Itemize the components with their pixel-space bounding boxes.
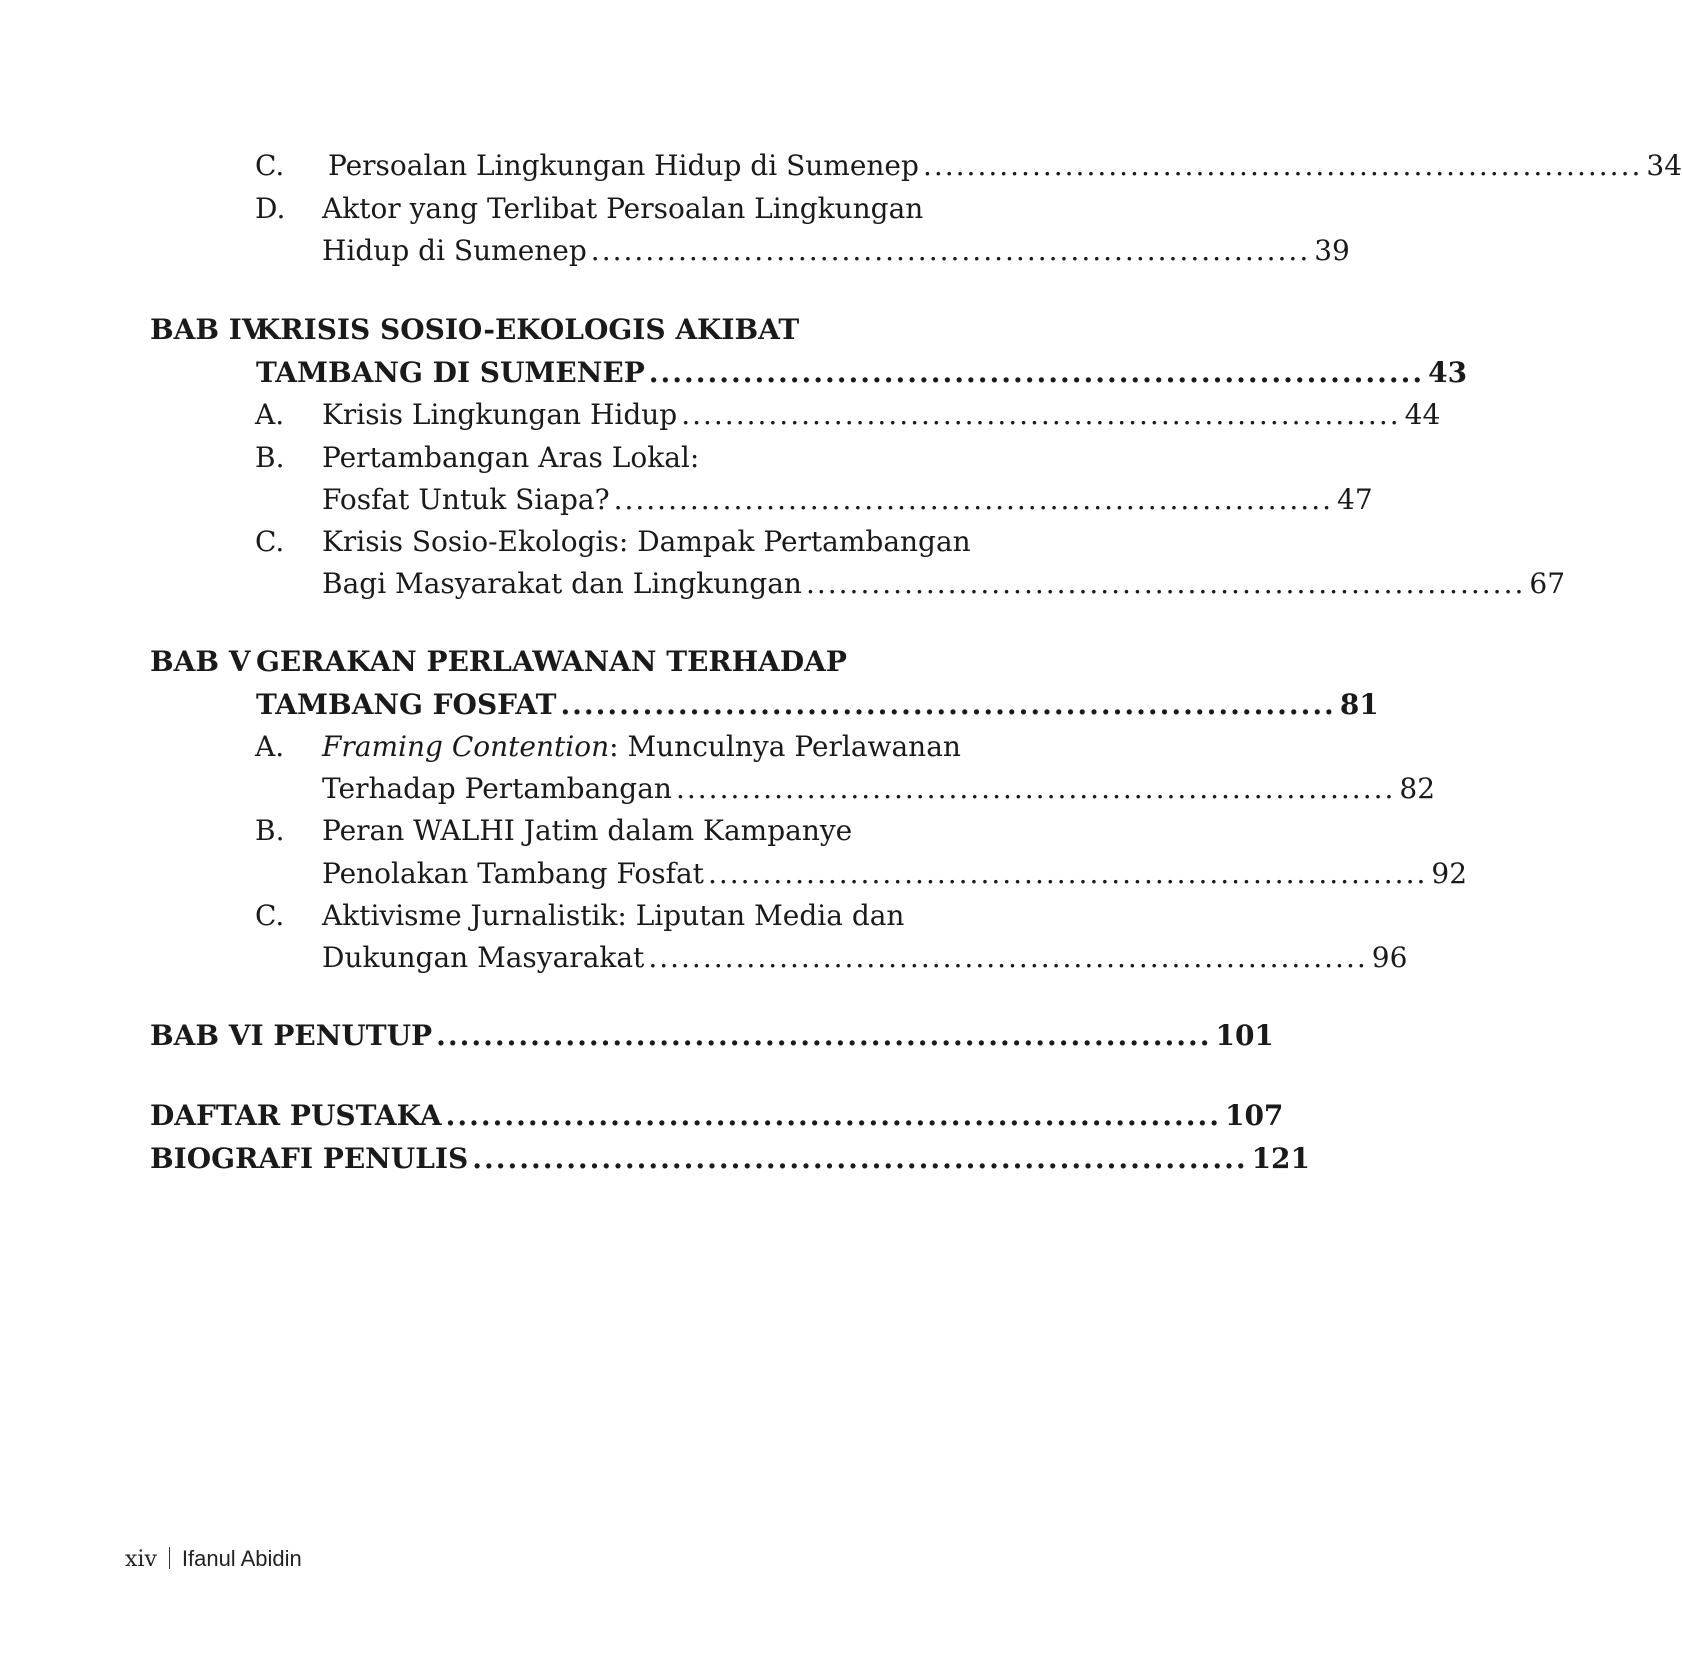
toc-entry-b-walhi[interactable] <box>0 809 1166 853</box>
toc-entry-title: Krisis Sosio-Ekologis: Dampak Pertambangan <box>322 525 971 558</box>
dot-leader: .................................................................. <box>707 857 1428 890</box>
toc-page-number: 44 <box>1404 398 1441 431</box>
dot-leader: .................................................................. <box>472 1142 1248 1175</box>
toc-chapter-bab-v[interactable] <box>0 640 1166 684</box>
toc-entry-b-pertambangan-cont[interactable] <box>0 478 1373 522</box>
toc-entry-title-rest: : Munculnya Perlawanan <box>609 730 961 763</box>
toc-entry-a-framing-cont[interactable] <box>0 767 1436 811</box>
toc-entry-label: D. <box>255 192 286 225</box>
toc-page-number: 43 <box>1428 356 1468 389</box>
toc-page-number: 47 <box>1337 483 1373 516</box>
dot-leader: .................................................................. <box>445 1099 1221 1132</box>
dot-leader: .................................................................. <box>805 567 1526 600</box>
toc-entry-label: C. <box>255 899 285 932</box>
toc-entry-title-cont: Penolakan Tambang Fosfat <box>322 857 704 890</box>
toc-page-number: 39 <box>1314 234 1350 267</box>
dot-leader: .................................................................. <box>648 941 1368 974</box>
toc-entry-title <box>322 725 961 769</box>
toc-entry-title: Krisis Lingkungan Hidup <box>322 398 678 431</box>
toc-chapter-title: BIOGRAFI PENULIS <box>150 1142 469 1175</box>
toc-entry-label: B. <box>255 441 285 474</box>
dot-leader: .................................................................. <box>648 356 1425 389</box>
footer-author: Ifanul Abidin <box>181 1546 302 1571</box>
toc-daftar-pustaka[interactable] <box>0 1094 1284 1138</box>
dot-leader: .................................................................. <box>922 149 1643 182</box>
toc-entry-title-cont: Hidup di Sumenep <box>322 234 587 267</box>
toc-chapter-label: BAB V <box>150 645 251 678</box>
dot-leader: .................................................................. <box>590 234 1311 267</box>
toc-chapter-bab-iv[interactable] <box>0 308 1166 352</box>
toc-chapter-bab-iv-cont[interactable] <box>0 351 1468 395</box>
toc-chapter-label: BAB IV <box>150 313 264 346</box>
toc-entry-a-framing[interactable] <box>0 725 1166 769</box>
toc-entry-label: A. <box>255 398 285 431</box>
dot-leader: .................................................................. <box>436 1019 1212 1052</box>
toc-chapter-bab-v-cont[interactable] <box>0 683 1379 727</box>
dot-leader: .................................................................. <box>613 483 1334 516</box>
toc-entry-c-persoalan[interactable] <box>0 144 1682 188</box>
toc-entry-title-italic: Framing Contention <box>322 730 610 763</box>
toc-page-number: 81 <box>1339 688 1379 721</box>
page-footer <box>125 1544 302 1574</box>
toc-entry-a-krisis[interactable] <box>0 393 1441 437</box>
footer-separator <box>169 1547 170 1569</box>
toc-entry-title: Aktivisme Jurnalistik: Liputan Media dan <box>322 899 905 932</box>
toc-entry-title: Aktor yang Terlibat Persoalan Lingkungan <box>322 192 924 225</box>
toc-entry-title: Pertambangan Aras Lokal: <box>322 441 700 474</box>
toc-page-number: 92 <box>1431 857 1468 890</box>
toc-page-number: 96 <box>1371 941 1408 974</box>
toc-chapter-title-cont: TAMBANG DI SUMENEP <box>256 356 645 389</box>
toc-entry-c-aktivisme-cont[interactable] <box>0 936 1408 980</box>
toc-page-number: 67 <box>1529 567 1566 600</box>
toc-entry-b-walhi-cont[interactable] <box>0 852 1468 896</box>
toc-entry-label: A. <box>255 730 285 763</box>
toc-page-number: 82 <box>1399 772 1436 805</box>
toc-chapter-bab-vi[interactable] <box>0 1014 1274 1058</box>
toc-entry-title-cont: Terhadap Pertambangan <box>322 772 672 805</box>
dot-leader: .................................................................. <box>681 398 1401 431</box>
footer-page-number: xiv <box>125 1547 157 1572</box>
toc-page-number: 121 <box>1251 1142 1311 1175</box>
toc-entry-c-krisis-sosio-cont[interactable] <box>0 562 1566 606</box>
toc-entry-title-cont: Bagi Masyarakat dan Lingkungan <box>322 567 802 600</box>
toc-page-number: 101 <box>1215 1019 1274 1052</box>
toc-chapter-title: GERAKAN PERLAWANAN TERHADAP <box>256 645 847 678</box>
dot-leader: .................................................................. <box>675 772 1396 805</box>
toc-entry-c-krisis-sosio[interactable] <box>0 520 1166 564</box>
toc-entry-title: Peran WALHI Jatim dalam Kampanye <box>322 814 853 847</box>
toc-page-number: 107 <box>1224 1099 1284 1132</box>
toc-biografi-penulis[interactable] <box>0 1137 1311 1181</box>
toc-entry-title: Persoalan Lingkungan Hidup di Sumenep <box>328 149 919 182</box>
toc-chapter-title: BAB VI PENUTUP <box>150 1019 433 1052</box>
toc-page-number: 34 <box>1646 149 1682 182</box>
toc-chapter-title: KRISIS SOSIO-EKOLOGIS AKIBAT <box>256 313 800 346</box>
toc-chapter-title-cont: TAMBANG FOSFAT <box>256 688 557 721</box>
toc-entry-title-cont: Fosfat Untuk Siapa? <box>322 483 610 516</box>
toc-entry-label: C. <box>255 149 285 182</box>
toc-chapter-title: DAFTAR PUSTAKA <box>150 1099 442 1132</box>
dot-leader: .................................................................. <box>560 688 1336 721</box>
toc-entry-title-cont: Dukungan Masyarakat <box>322 941 645 974</box>
toc-entry-b-pertambangan[interactable] <box>0 436 1166 480</box>
toc-entry-label: B. <box>255 814 285 847</box>
toc-entry-d-aktor-cont[interactable] <box>0 229 1350 273</box>
toc-entry-label: C. <box>255 525 285 558</box>
toc-entry-c-aktivisme[interactable] <box>0 894 1166 938</box>
toc-entry-d-aktor[interactable] <box>0 187 1166 231</box>
